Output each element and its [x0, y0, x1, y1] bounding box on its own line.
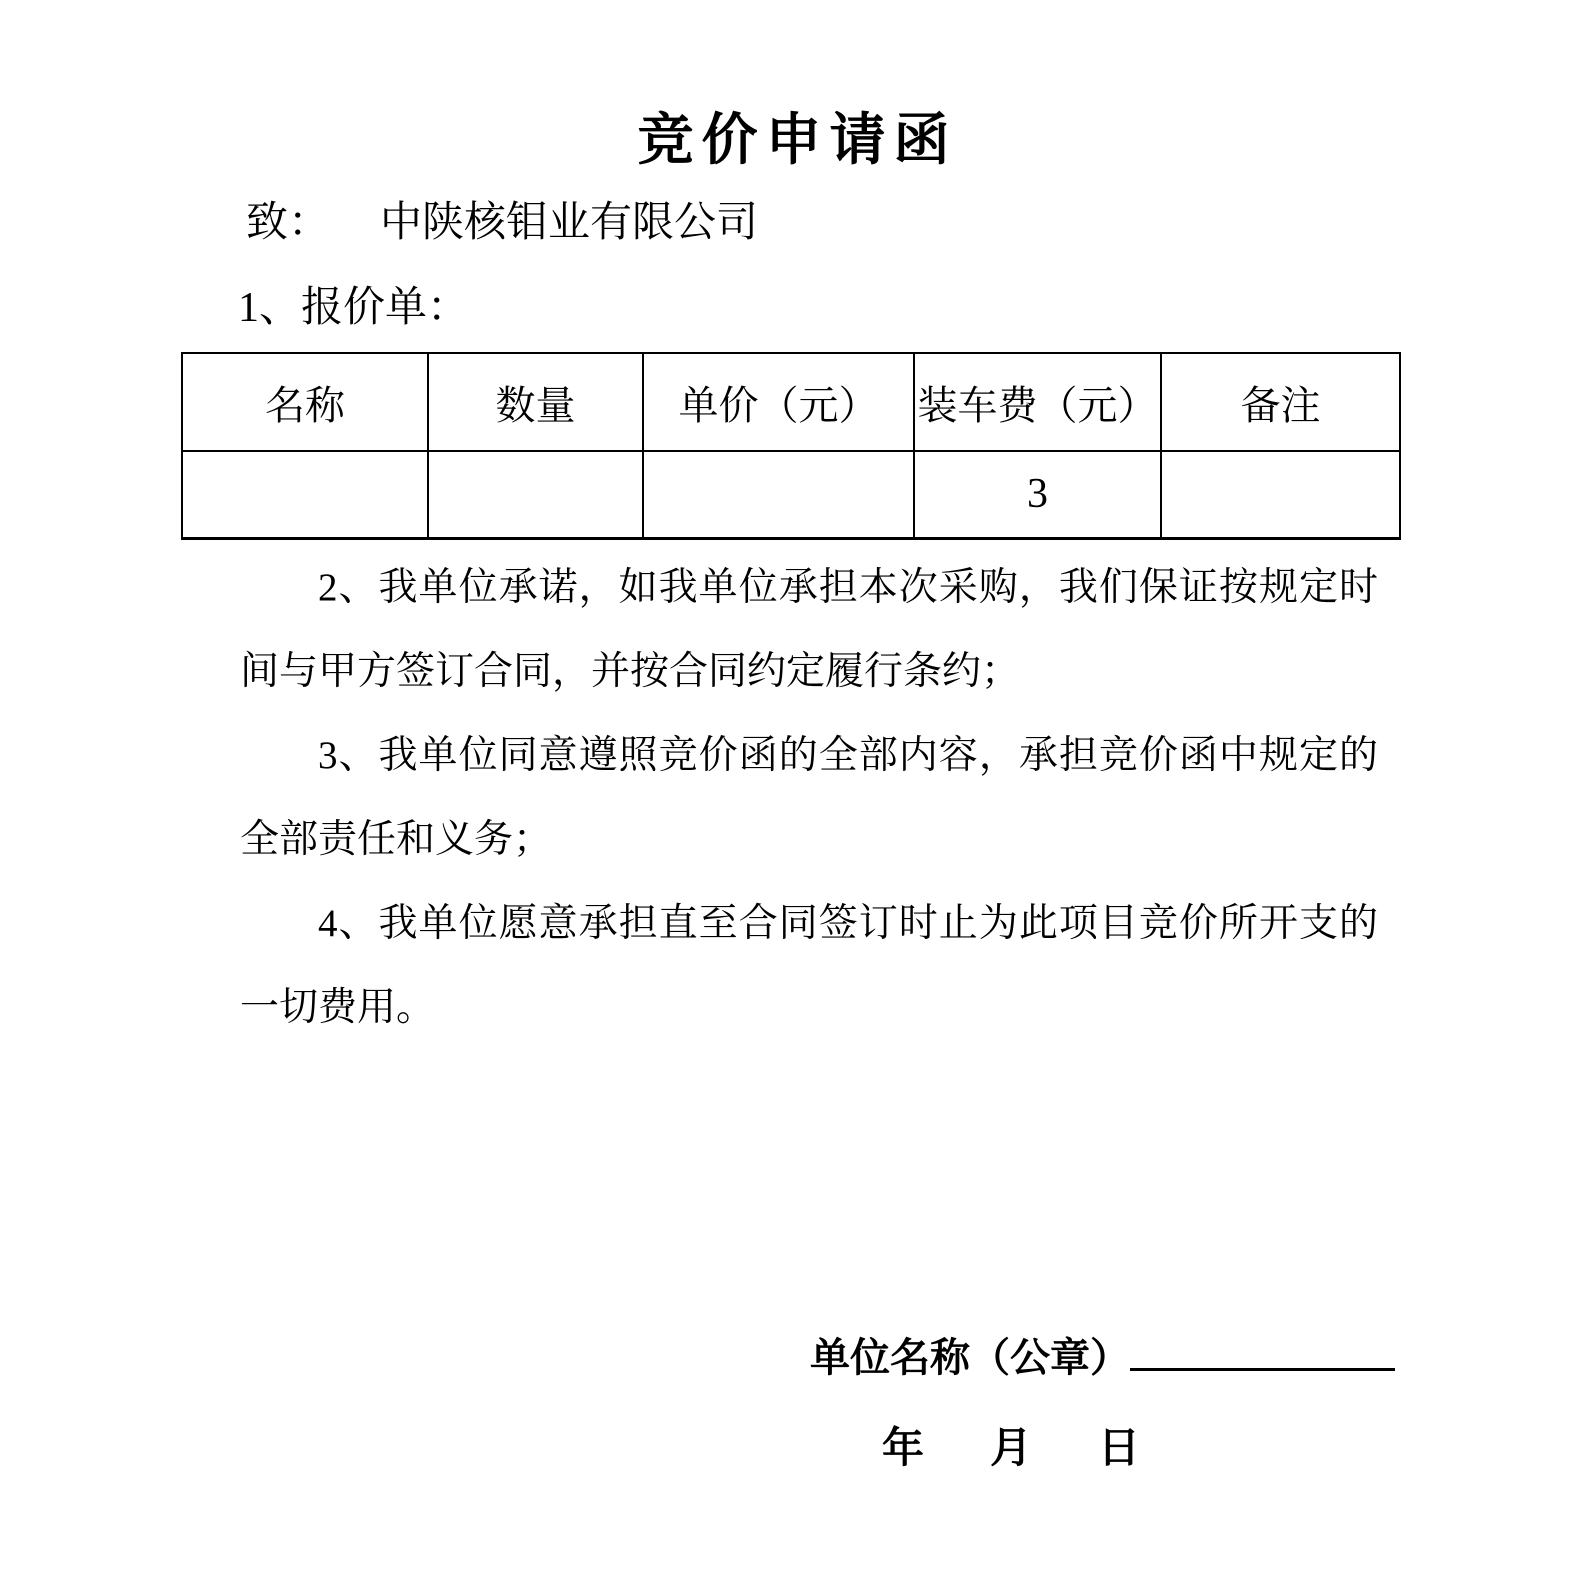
- cell-remark: [1161, 451, 1400, 538]
- signature-line: [810, 1330, 1587, 1386]
- column-header-unit-price: 单价（元）: [643, 353, 914, 451]
- date-line: [882, 1421, 1587, 1477]
- paragraph-commitment: 2、我单位承诺，如我单位承担本次采购，我们保证按规定时间与甲方签订合同，并按合同约定履行条约；: [240, 565, 1378, 693]
- column-header-loading-fee: 装车费（元）: [914, 353, 1161, 451]
- recipient-name: 中陕核钼业有限公司: [380, 200, 759, 246]
- quote-section-heading: 1、报价单：: [238, 285, 470, 331]
- paragraph-expenses: 4、我单位愿意承担直至合同签订时止为此项目竞价所开支的一切费用。: [240, 901, 1378, 1029]
- page-title: 竞价申请函: [637, 110, 958, 172]
- day-label: 日: [1098, 1425, 1141, 1472]
- body-paragraphs: [240, 546, 1378, 1050]
- cell-unit-price: [643, 451, 914, 538]
- salutation-line: [246, 198, 1587, 248]
- month-label: 月: [990, 1425, 1033, 1472]
- cell-quantity: [428, 451, 643, 538]
- cell-name: [182, 451, 428, 538]
- column-header-name: 名称: [182, 353, 428, 451]
- paragraph-agreement: 3、我单位同意遵照竞价函的全部内容，承担竞价函中规定的全部责任和义务；: [240, 733, 1378, 861]
- cell-loading-fee: 3: [914, 451, 1161, 538]
- column-header-remark: 备注: [1161, 353, 1400, 451]
- company-seal-label: 单位名称（公章）: [810, 1334, 1130, 1380]
- year-label: 年: [882, 1425, 925, 1472]
- signature-blank-underline: [1130, 1368, 1395, 1371]
- column-header-quantity: 数量: [428, 353, 643, 451]
- salutation-label: 致：: [246, 200, 331, 246]
- table-header-row: [182, 353, 1400, 451]
- quote-table: [181, 352, 1401, 540]
- table-data-row: [182, 451, 1400, 538]
